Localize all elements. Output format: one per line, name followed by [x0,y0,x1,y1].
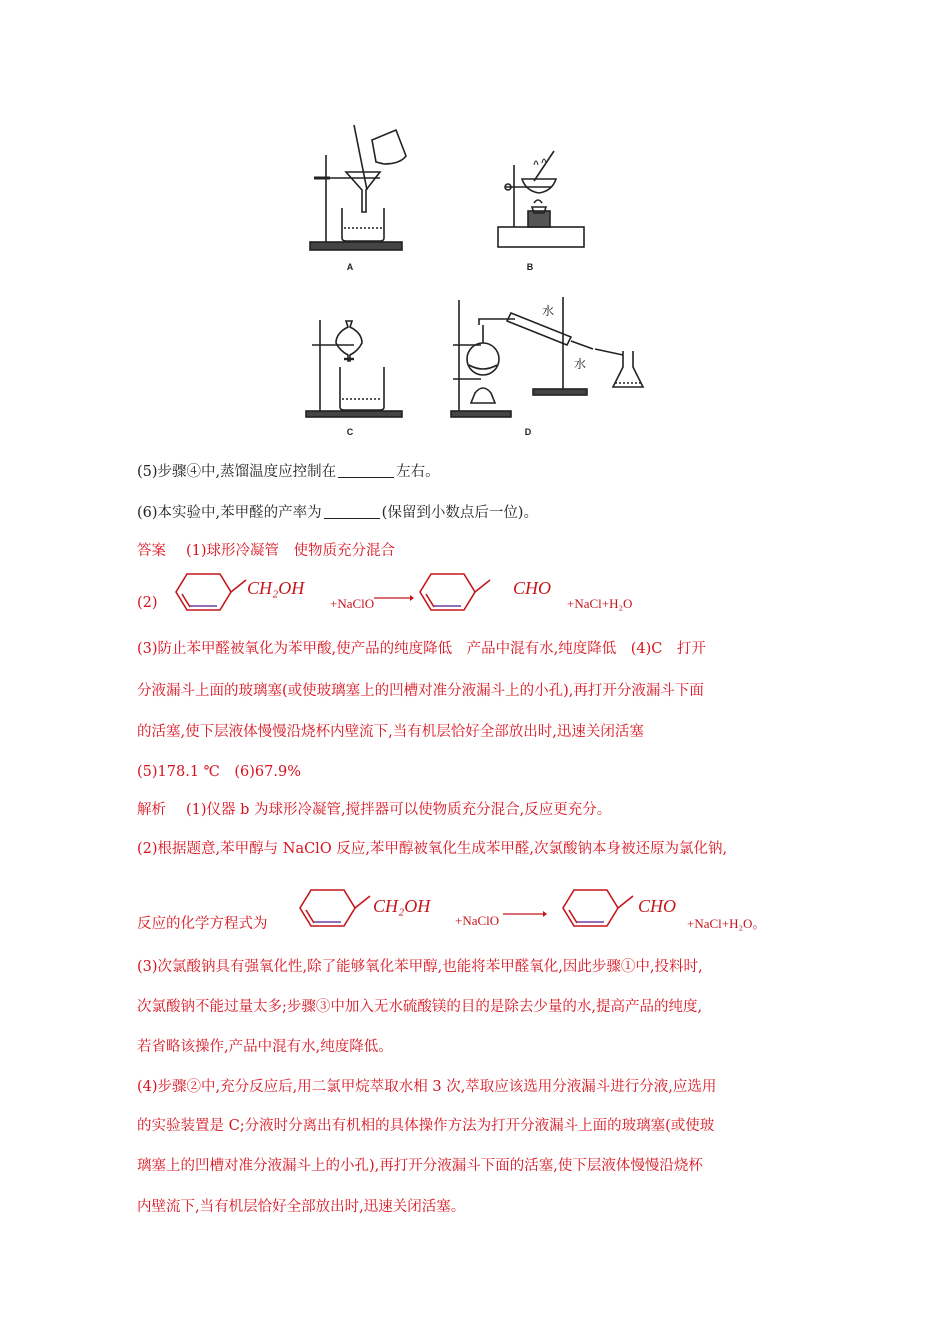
reactant-formula: CH₂OH [373,896,431,916]
product-formula: CHO [513,578,552,598]
question-5-prefix: (5)步骤④中,蒸馏温度应控制在 [137,464,337,480]
analysis-line-4a: (4)步骤②中,充分反应后,用二氯甲烷萃取水相 3 次,萃取应该选用分液漏斗进行分液,应选用 [137,1079,717,1095]
apparatus-c-separatory-funnel [300,315,420,420]
question-6 [137,501,538,522]
apparatus-a-filtration [300,120,420,255]
figure-label-d: D [524,427,532,437]
water-inlet-label: 水 [542,304,555,318]
answer-line-1 [137,539,395,560]
analysis-eq-prefix: 反应的化学方程式为 [137,916,268,932]
analysis-line-4d: 内壁流下,当有机层恰好全部放出时,迅速关闭活塞。 [137,1199,466,1215]
answer-blank [324,504,380,519]
answer-line-4: 分液漏斗上面的玻璃塞(或使玻璃塞上的凹槽对准分液漏斗上的小孔),再打开分液漏斗下面 [137,683,704,699]
figure-label-c: C [346,427,354,437]
question-5-suffix: 左右。 [396,464,440,480]
analysis-line-3b: 次氯酸钠不能过量太多;步骤③中加入无水硫酸镁的目的是除去少量的水,提高产品的纯度, [137,999,703,1015]
analysis-line-4c: 璃塞上的凹槽对准分液漏斗上的小孔),再打开分液漏斗下面的活塞,使下层液体慢慢沿烧杯 [137,1158,703,1174]
reagent-text: +NaClO [330,596,375,611]
answer-part-1: (1)球形冷凝管 使物质充分混合 [186,543,396,559]
apparatus-b-evaporation [490,145,610,255]
analysis-line-3a: (3)次氯酸钠具有强氧化性,除了能够氧化苯甲醇,也能将苯甲醛氧化,因此步骤①中,投料时, [137,959,703,975]
figure-label-b: B [526,262,534,272]
benzene-ring-icon [555,886,635,930]
analysis-part-1: (1)仪器 b 为球形冷凝管,搅拌器可以使物质充分混合,反应更充分。 [186,802,612,818]
answer-line-5: 的活塞,使下层液体慢慢沿烧杯内壁流下,当有机层恰好全部放出时,迅速关闭活塞 [137,724,644,740]
analysis-line-2: (2)根据题意,苯甲醇与 NaClO 反应,苯甲醇被氧化生成苯甲醛,次氯酸钠本身被还原为氯化钠, [137,841,728,857]
water-outlet-label: 水 [574,357,587,371]
answer-eq-number: (2) [137,595,158,611]
analysis-label: 解析 [137,802,166,818]
reaction-arrow-icon [374,594,414,602]
analysis-line-4b: 的实验装置是 C;分液时分离出有机相的具体操作方法为打开分液漏斗上面的玻璃塞(或使玻 [137,1118,715,1134]
answer-blank [338,463,394,478]
reaction-arrow-icon [503,910,547,918]
question-6-suffix: (保留到小数点后一位)。 [381,505,538,521]
analysis-line-3c: 若省略该操作,产品中混有水,纯度降低。 [137,1039,393,1055]
reagent-text: +NaClO [455,913,500,928]
answer-line-3: (3)防止苯甲醛被氧化为苯甲酸,使产品的纯度降低 产品中混有水,纯度降低 (4)C 打开 [137,641,706,657]
products-text: +NaCl+H₂O。 [687,916,766,931]
product-formula: CHO [638,896,677,916]
analysis-line-1 [137,798,611,819]
products-text: +NaCl+H₂O [567,596,633,611]
question-5 [137,460,440,481]
question-6-prefix: (6)本实验中,苯甲醛的产率为 [137,505,322,521]
reactant-formula: CH₂OH [247,578,305,598]
benzene-ring-icon [412,570,492,614]
benzene-ring-icon [168,570,248,614]
figure-label-a: A [346,262,354,272]
answer-label: 答案 [137,543,166,559]
benzene-ring-icon [292,886,372,930]
answer-line-6: (5)178.1 ℃ (6)67.9% [137,764,301,780]
